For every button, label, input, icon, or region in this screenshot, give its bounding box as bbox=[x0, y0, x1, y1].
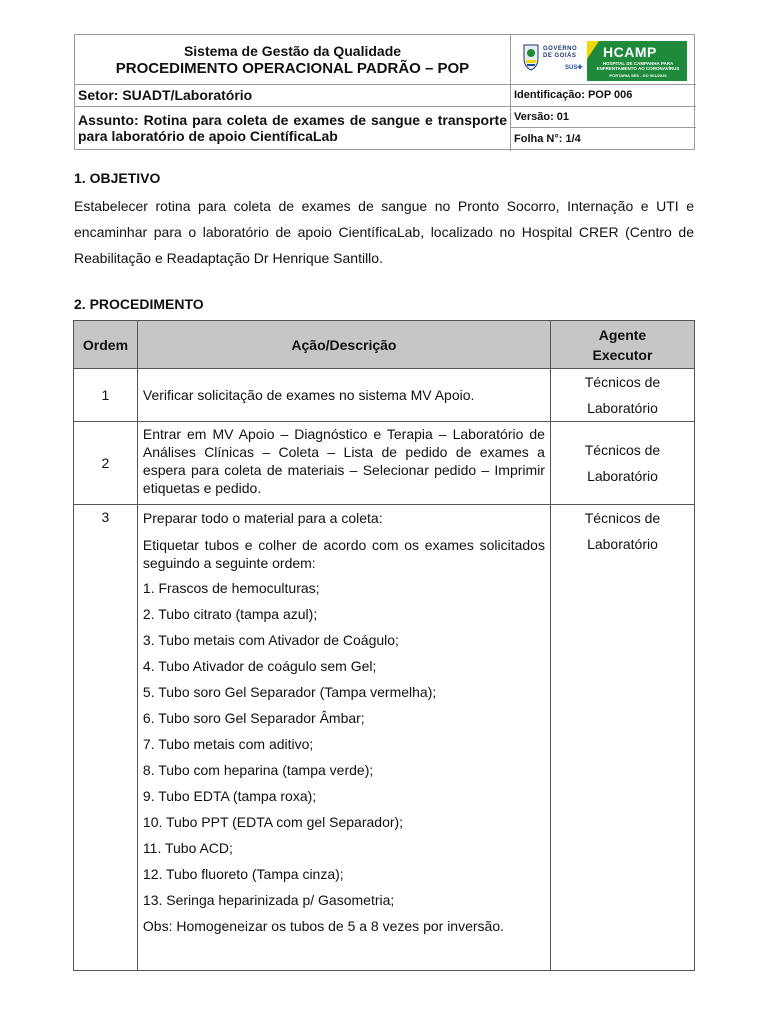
column-header-acao: Ação/Descrição bbox=[137, 321, 550, 369]
identificacao-field: Identificação: POP 006 bbox=[511, 85, 696, 107]
doc-title: PROCEDIMENTO OPERACIONAL PADRÃO – POP bbox=[115, 60, 470, 77]
list-item: 8. Tubo com heparina (tampa verde); bbox=[142, 762, 374, 778]
column-header-ordem: Ordem bbox=[74, 321, 138, 369]
versao-field: Versão: 01 bbox=[511, 107, 696, 128]
list-item: 7. Tubo metais com aditivo; bbox=[142, 736, 314, 752]
list-item: 11. Tubo ACD; bbox=[142, 840, 233, 856]
logos-cell bbox=[511, 35, 696, 85]
document-header bbox=[74, 34, 695, 150]
hcamp-name: HCAMP bbox=[603, 44, 657, 60]
hcamp-subtitle: HOSPITAL DE CAMPANHA PARA ENFRENTAMENTO AO CORONAVÍRUS bbox=[596, 61, 680, 71]
list-item: 10. Tubo PPT (EDTA com gel Separador); bbox=[142, 814, 404, 830]
assunto-field: Assunto: Rotina para coleta de exames de sangue e transporte para laboratório de apoio CientíficaLab bbox=[75, 107, 511, 151]
row-acao bbox=[137, 505, 550, 971]
obs-note: Obs: Homogeneizar os tubos de 5 a 8 vezes por inversão. bbox=[142, 918, 504, 934]
row-ordem: 2 bbox=[74, 422, 138, 505]
goias-line2: DE GOIÁS bbox=[543, 53, 577, 59]
system-title: Sistema de Gestão da Qualidade bbox=[183, 43, 402, 59]
row-ordem: 1 bbox=[74, 369, 138, 422]
acao-intro: Preparar todo o material para a coleta: bbox=[142, 510, 383, 526]
procedimento-heading: 2. PROCEDIMENTO bbox=[74, 296, 204, 312]
table-row bbox=[74, 422, 695, 505]
list-item: 9. Tubo EDTA (tampa roxa); bbox=[142, 788, 317, 804]
folha-field: Folha N°: 1/4 bbox=[514, 133, 581, 145]
list-item: 4. Tubo Ativador de coágulo sem Gel; bbox=[142, 658, 377, 674]
list-item: 2. Tubo citrato (tampa azul); bbox=[142, 606, 318, 622]
goias-line1: GOVERNO bbox=[543, 46, 578, 52]
setor-field: Setor: SUADT/Laboratório bbox=[75, 85, 511, 107]
hcamp-logo bbox=[587, 41, 687, 81]
objetivo-heading: 1. OBJETIVO bbox=[74, 170, 161, 186]
governo-goias-logo bbox=[521, 40, 581, 80]
list-item: 6. Tubo soro Gel Separador Âmbar; bbox=[142, 710, 365, 726]
row-agente: Técnicos de Laboratório bbox=[550, 422, 694, 505]
row-agente: Técnicos de Laboratório bbox=[550, 369, 694, 422]
row-agente: Técnicos de Laboratório bbox=[550, 505, 694, 971]
table-header-row bbox=[74, 321, 695, 369]
hcamp-portaria: PORTARIA SES - GO 001/2020 bbox=[609, 73, 667, 78]
list-item: 12. Tubo fluoreto (Tampa cinza); bbox=[142, 866, 344, 882]
list-item: 13. Seringa heparinizada p/ Gasometria; bbox=[142, 892, 395, 908]
row-ordem: 3 bbox=[74, 505, 138, 971]
list-item: 1. Frascos de hemoculturas; bbox=[142, 580, 320, 596]
table-row bbox=[74, 369, 695, 422]
acao-sub: Etiquetar tubos e colher de acordo com os exames solicitados seguindo a seguinte ordem: bbox=[142, 537, 545, 571]
row-acao: Verificar solicitação de exames no sistema MV Apoio. bbox=[137, 369, 550, 422]
header-title-cell bbox=[75, 35, 511, 85]
table-row bbox=[74, 505, 695, 971]
row-acao: Entrar em MV Apoio – Diagnóstico e Terapia – Laboratório de Análises Clínicas – Coleta – Lista de pedido de exames a espera para coleta de materiais – Selecionar pedido – Imprimir etiquetas e pedido. bbox=[137, 422, 550, 505]
list-item: 5. Tubo soro Gel Separador (Tampa vermelha); bbox=[142, 684, 437, 700]
column-header-agente: Agente Executor bbox=[550, 321, 694, 369]
list-item: 3. Tubo metais com Ativador de Coágulo; bbox=[142, 632, 399, 648]
goias-emblem-icon bbox=[521, 42, 541, 72]
objetivo-text: Estabelecer rotina para coleta de exames de sangue no Pronto Socorro, Internação e UTI e encaminhar para o laboratório de apoio CientíficaLab, localizado no Hospital CRER (Centro de Reabilitação e Readaptação Dr Henrique Santillo. bbox=[74, 198, 694, 266]
sus-mark: SUS✚ bbox=[565, 65, 583, 71]
procedure-table bbox=[73, 320, 695, 971]
